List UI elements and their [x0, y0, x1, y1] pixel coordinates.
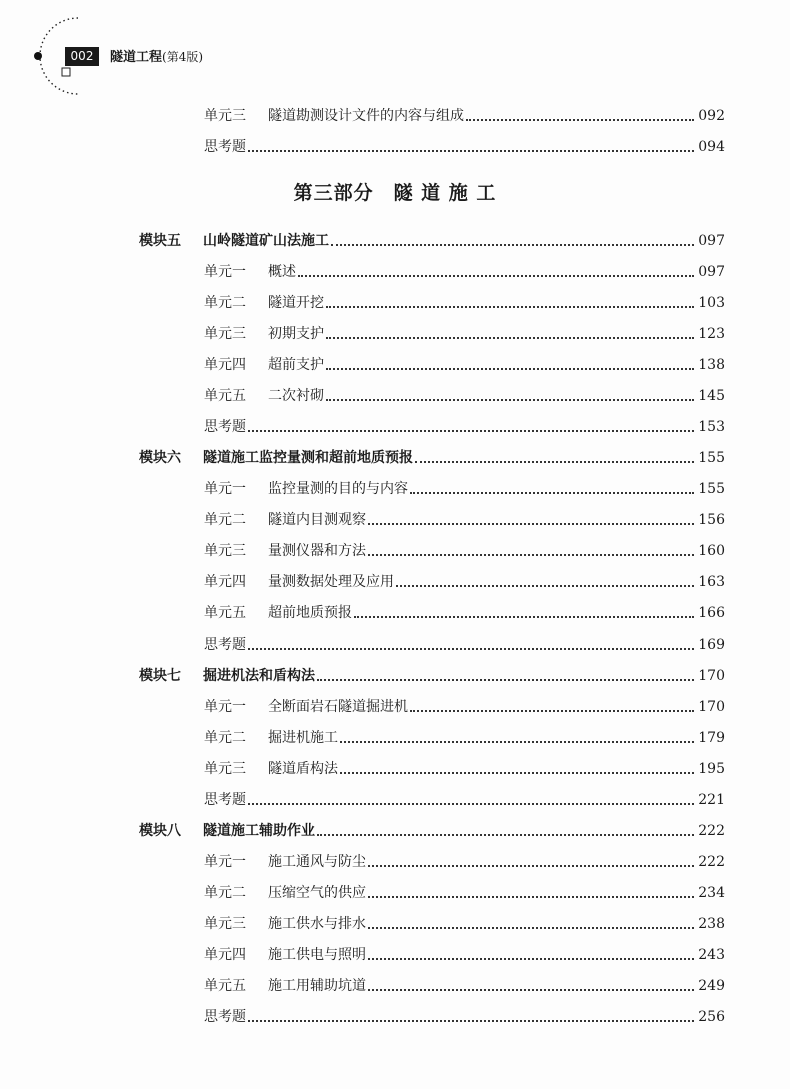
- dot-leader: [326, 367, 694, 370]
- dot-leader: [466, 118, 694, 121]
- decorative-arc-icon: [0, 0, 120, 100]
- toc-entry[interactable]: [204, 1003, 725, 1027]
- toc-page-number: 221: [698, 791, 725, 808]
- dot-leader: [415, 460, 694, 463]
- dot-leader: [368, 895, 694, 898]
- dot-leader: [396, 584, 694, 587]
- toc-entry-label: 单元一 全断面岩石隧道掘进机: [204, 698, 408, 715]
- toc-page-number: 153: [698, 419, 725, 436]
- toc-module-entry[interactable]: [139, 444, 725, 468]
- toc-page-number: 170: [698, 667, 725, 684]
- toc-entry[interactable]: [204, 599, 725, 623]
- dot-leader: [248, 429, 694, 432]
- toc-entry[interactable]: [204, 879, 725, 903]
- toc-entry[interactable]: [204, 320, 725, 344]
- toc-page-number: 249: [698, 977, 725, 994]
- toc-entry-label: 单元二 隧道开挖: [204, 295, 324, 312]
- toc-entry[interactable]: [204, 848, 725, 872]
- page-header: [0, 0, 790, 100]
- toc-entry[interactable]: [204, 506, 725, 530]
- toc-page-number: 195: [698, 760, 725, 777]
- dot-leader: [368, 988, 694, 991]
- dot-leader: [368, 926, 694, 929]
- toc-page-number: 097: [698, 233, 725, 249]
- toc-entry-label: 模块六 隧道施工监控量测和超前地质预报: [139, 450, 413, 467]
- toc-page-number: 179: [698, 729, 725, 746]
- toc-page-number: 169: [698, 636, 725, 653]
- toc-page-number: 238: [698, 915, 725, 932]
- toc-entry[interactable]: [204, 631, 725, 655]
- dot-leader: [248, 149, 694, 152]
- toc-page-number: 156: [698, 512, 725, 529]
- dot-leader: [298, 274, 694, 277]
- toc-entry[interactable]: [204, 724, 725, 748]
- toc-entry-label: 单元二 压缩空气的供应: [204, 884, 366, 901]
- toc-entry[interactable]: [204, 351, 725, 375]
- toc-entry[interactable]: [204, 972, 725, 996]
- toc-entry-label: 单元一 概述: [204, 264, 296, 281]
- toc-page-number: 092: [698, 108, 725, 124]
- dot-leader: [248, 802, 694, 805]
- toc-entry-label: 单元五 施工用辅助坑道: [204, 977, 366, 994]
- toc-entry-label: 单元五 超前地质预报: [204, 605, 352, 622]
- dot-leader: [331, 243, 694, 246]
- dot-leader: [410, 709, 694, 712]
- toc-entry-label: 单元一 监控量测的目的与内容: [204, 481, 408, 498]
- toc-page-number: 097: [698, 264, 725, 281]
- toc-page-number: 166: [698, 605, 725, 622]
- running-title: [110, 49, 203, 66]
- toc-page-number: 103: [698, 295, 725, 312]
- dot-leader: [248, 1019, 694, 1022]
- dot-leader: [248, 647, 694, 650]
- toc-entry-label: 模块八 隧道施工辅助作业: [139, 822, 315, 839]
- toc-entry[interactable]: [204, 258, 725, 282]
- toc-entry-label: 思考题: [204, 419, 246, 436]
- toc-entry-label: 单元一 施工通风与防尘: [204, 853, 366, 870]
- dot-leader: [317, 833, 694, 836]
- toc-page-number: 145: [698, 388, 725, 405]
- book-title: 隧道工程: [110, 50, 163, 65]
- toc-page-number: 160: [698, 543, 725, 560]
- part-heading: 第三部分 隧 道 施 工: [293, 182, 497, 204]
- toc-entry-label: 单元三 施工供水与排水: [204, 915, 366, 932]
- toc-entry-label: 单元二 隧道内目测观察: [204, 512, 366, 529]
- toc-entry-label: 单元三 量测仪器和方法: [204, 543, 366, 560]
- dot-leader: [368, 522, 694, 525]
- toc-page-number: 243: [698, 946, 725, 963]
- toc-entry-label: 单元四 量测数据处理及应用: [204, 574, 394, 591]
- toc-page-number: 163: [698, 574, 725, 591]
- dot-leader: [368, 957, 694, 960]
- dot-leader: [354, 615, 694, 618]
- toc-entry-label: 单元四 超前支护: [204, 357, 324, 374]
- toc-entry[interactable]: [204, 133, 725, 157]
- toc-entry-label: 单元三 隧道勘测设计文件的内容与组成: [204, 108, 464, 124]
- toc-page-number: 138: [698, 357, 725, 374]
- dot-leader: [368, 864, 694, 867]
- dot-leader: [340, 740, 694, 743]
- toc-entry[interactable]: [204, 941, 725, 965]
- toc-page-number: 155: [698, 450, 725, 467]
- toc-entry[interactable]: [204, 568, 725, 592]
- toc-entry-label: 单元三 隧道盾构法: [204, 760, 338, 777]
- toc-entry[interactable]: [204, 786, 725, 810]
- toc-page-number: 222: [698, 853, 725, 870]
- toc-entry-label: 思考题: [204, 636, 246, 653]
- page-number: 002: [65, 47, 99, 66]
- toc-page-number: 234: [698, 884, 725, 901]
- toc-entry[interactable]: [204, 289, 725, 313]
- toc-page-number: 256: [698, 1009, 725, 1025]
- dot-leader: [368, 553, 694, 556]
- toc-entry[interactable]: [204, 755, 725, 779]
- dot-leader: [317, 678, 694, 681]
- toc-entry-label: 单元三 初期支护: [204, 326, 324, 343]
- dot-leader: [410, 491, 694, 494]
- toc-entry-label: 思考题: [204, 791, 246, 808]
- toc-entry[interactable]: [204, 693, 725, 717]
- dot-leader: [340, 771, 694, 774]
- dot-leader: [326, 336, 694, 339]
- toc-entry[interactable]: [204, 102, 725, 126]
- toc-module-entry[interactable]: [139, 817, 725, 841]
- toc-module-entry[interactable]: [139, 662, 725, 686]
- toc-entry[interactable]: [204, 475, 725, 499]
- toc-entry-label: 单元四 施工供电与照明: [204, 946, 366, 963]
- toc-entry[interactable]: [204, 537, 725, 561]
- toc-module-entry[interactable]: [139, 227, 725, 251]
- toc-entry[interactable]: [204, 910, 725, 934]
- edition-label: (第4版): [162, 50, 204, 64]
- toc-page-number: 222: [698, 822, 725, 839]
- toc-entry-label: 思考题: [204, 139, 246, 155]
- toc-entry[interactable]: [204, 382, 725, 406]
- dot-leader: [326, 398, 694, 401]
- toc-entry-label: 模块七 掘进机法和盾构法: [139, 667, 315, 684]
- dot-leader: [326, 305, 694, 308]
- toc-entry-label: 单元五 二次衬砌: [204, 388, 324, 405]
- toc-entry-label: 思考题: [204, 1009, 246, 1025]
- toc-page-number: 123: [698, 326, 725, 343]
- toc-entry-label: 单元二 掘进机施工: [204, 729, 338, 746]
- toc-entry[interactable]: [204, 413, 725, 437]
- toc-page-number: 170: [698, 698, 725, 715]
- toc-page-number: 094: [698, 139, 725, 155]
- toc-page-number: 155: [698, 481, 725, 498]
- toc-entry-label: 模块五 山岭隧道矿山法施工: [139, 233, 329, 249]
